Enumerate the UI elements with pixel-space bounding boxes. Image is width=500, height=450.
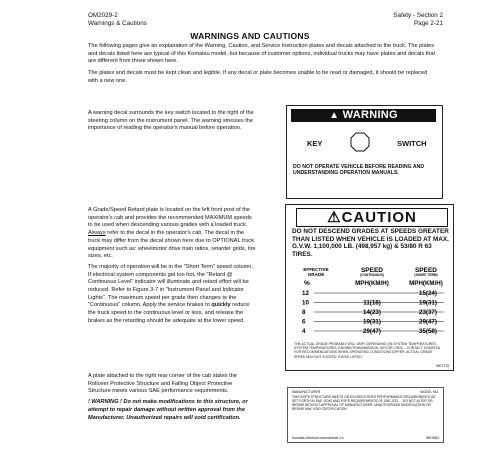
rops-placard [287,387,444,443]
grade-value: 8 [302,309,306,316]
caution-fine-print: THE ACTUAL GRADE PROBABLY WILL VARY DEPENDING ON SYSTEM TEMPERATURES, SYSTEM TEMPERATURES, ENGINE/TRANSMISSION, MOTOR, GRID... CONTACT KOMATSU FOR RECOMMENDATIONS WHEN OPERATING CONDITIONS DIFFER. ACTUAL GRADE SPEED MAY NOT EXCEED THOSE LISTED. [294,342,441,359]
warning-triangle-icon: ▲ [329,110,340,121]
short-term-speed-value: 19(31) [419,299,437,307]
placard-company: Komatsu America International Co. [292,436,345,440]
caution-main-text: DO NOT DESCEND GRADES AT SPEEDS GREATER THAN LISTED WHEN VEHICLE IS LOADED AT MAX. G.V.W. 1,100,000 LB. (498,957 kg) & 53/80 R 63 TIRES. [292,228,449,258]
page-number: Page 2-21 [413,19,443,27]
grade-speed-paragraph-2: The majority of operation will be in the "Short Term" speed column. If electrical system components get too hot, the "Retard @ Continuous Level" indicator will illuminate and retard effort will be reduced. Refer to Figure 3-7 in "Instrument Panel and Indicator Lights". The maximum speed per grade then changes to the "Continuous" column. Apply the service brakes to quickly reduce the truck speed to the continuous level or less, and release the brakes as the retarding should be adequate at the lower speed. [88,263,253,324]
short-term-unit: MPH(KM/H) [409,280,443,287]
warning-banner-text: WARNING [342,109,398,121]
grade-speed-paragraph-1: A Grade/Speed Retard plate is located on the left front post of the operator's cab and provides the recommended MAXIMUM speeds to be used when descending various grades with a loaded truck. Always refer to the decal in the operator's cab. The decal in the truck may differ from the decal shown here due to OPTIONAL truck equipment such as: wheelmotor drive train ratios, retarder grids, tire sizes, etc. [88,207,256,260]
grade-value: 6 [302,318,306,326]
caution-decal-id: WE2778 [435,364,449,368]
placard-header [292,390,439,394]
doc-id: OM2029-2 [88,12,118,19]
section-rops-text [88,373,256,425]
grade-value: 12 [302,290,309,297]
warning-banner [291,109,436,122]
section-label: Safety - Section 2 [393,12,443,19]
continuous-unit: MPH(KM/H) [355,280,389,287]
placard-footer [292,436,439,440]
grade-value: 4 [302,328,306,335]
caution-triangle-icon: ⚠ [327,209,342,226]
rops-warning-paragraph: ! WARNING ! Do not make modifications to this structure, or attempt to repair damage without written approval from the Manufacturer. Unauthorized repairs will void certification. [88,399,248,421]
short-term-col-header: SPEED [414,267,438,274]
short-term-col-sub: (SHORT TERM) [414,273,438,277]
key-switch-icon [350,132,370,152]
intro-paragraph-2: The plates and decals must be kept clean and legible. If any decal or plate becomes unable to be read or damaged, it should be replaced with a new one. [88,70,428,84]
short-term-speed-value: 35(58) [419,328,437,335]
section-keyswitch-text: A warning decal surrounds the key switch located to the right of the steering column on the instrument panel. The warning stresses the importance of reading the operator's manual before operation. [88,110,254,132]
continuous-speed-value: 14(23) [363,309,381,316]
caution-banner-text: CAUTION [341,209,417,226]
grade-speed-table [292,265,450,345]
caution-banner [296,208,448,227]
placard-manufacturer-label: MANUFACTURER [292,390,321,394]
short-term-speed-value: 15(24) [419,290,437,297]
placard-body-text: THIS ROPS STRUCTURE MEETS OR EXCEEDS ROPS PERFORMANCE REQUIREMENTS AS SET FORTH IN SAE J1040 AND FOPS REQUIREMENTS OF SAE J231 ... DO NOT ALTER OR REPAIR WITHOUT APPROVAL OF MANUFACTURER. UNAUTHORIZED MODIFICATION OR REPAIR MAY VOID CERTIFICATION. [292,395,436,412]
rops-paragraph-1: A plate attached to the right rear corner of the cab states the Rollover Protective Structure and Falling Object Protective Structure meets various SAE performance requirements. [88,373,237,395]
grade-unit: % [304,280,310,287]
grade-value: 10 [302,299,309,307]
page-title: WARNINGS AND CAUTIONS [190,31,310,41]
short-term-speed-value: 29(47) [419,318,437,326]
grade-col-header-2: GRADE [307,272,325,277]
continuous-speed-value: 19(31) [363,318,381,326]
intro-paragraph-1: The following pages give an explanation of the Warning, Caution, and Service Instruction plates and decals attached to the truck. The plates and decals listed here are typical of this Komatsu model, but because of customer options, individual trucks may have plates and decals that are different from those shown here. [88,43,436,65]
doc-header-left [88,12,147,27]
key-label: KEY [307,139,323,148]
quickly-emphasis: quickly [211,302,231,309]
warning-decal [286,105,443,199]
short-term-speed-value: 23(37) [419,309,437,316]
grade-col-header: EFFECTIVE [303,267,329,272]
continuous-col-sub: (CONTINUOUS) [360,273,384,277]
section-grade-speed-text [88,207,256,329]
doc-header-right [393,12,443,27]
placard-model-label: MODEL NO. [420,390,439,394]
doc-subtitle: Warnings & Cautions [88,19,147,27]
continuous-col-header: SPEED [360,267,384,274]
continuous-speed-value: 11(18) [363,299,381,307]
switch-label: SWITCH [397,139,427,148]
warning-decal-text: DO NOT OPERATE VEHICLE BEFORE READING AND UNDERSTANDING OPERATION MANUALS. [293,164,425,177]
always-emphasis: Always [88,230,106,237]
continuous-speed-value: 29(47) [363,328,381,335]
caution-decal [285,204,454,371]
placard-id: WE2683 [425,436,439,440]
